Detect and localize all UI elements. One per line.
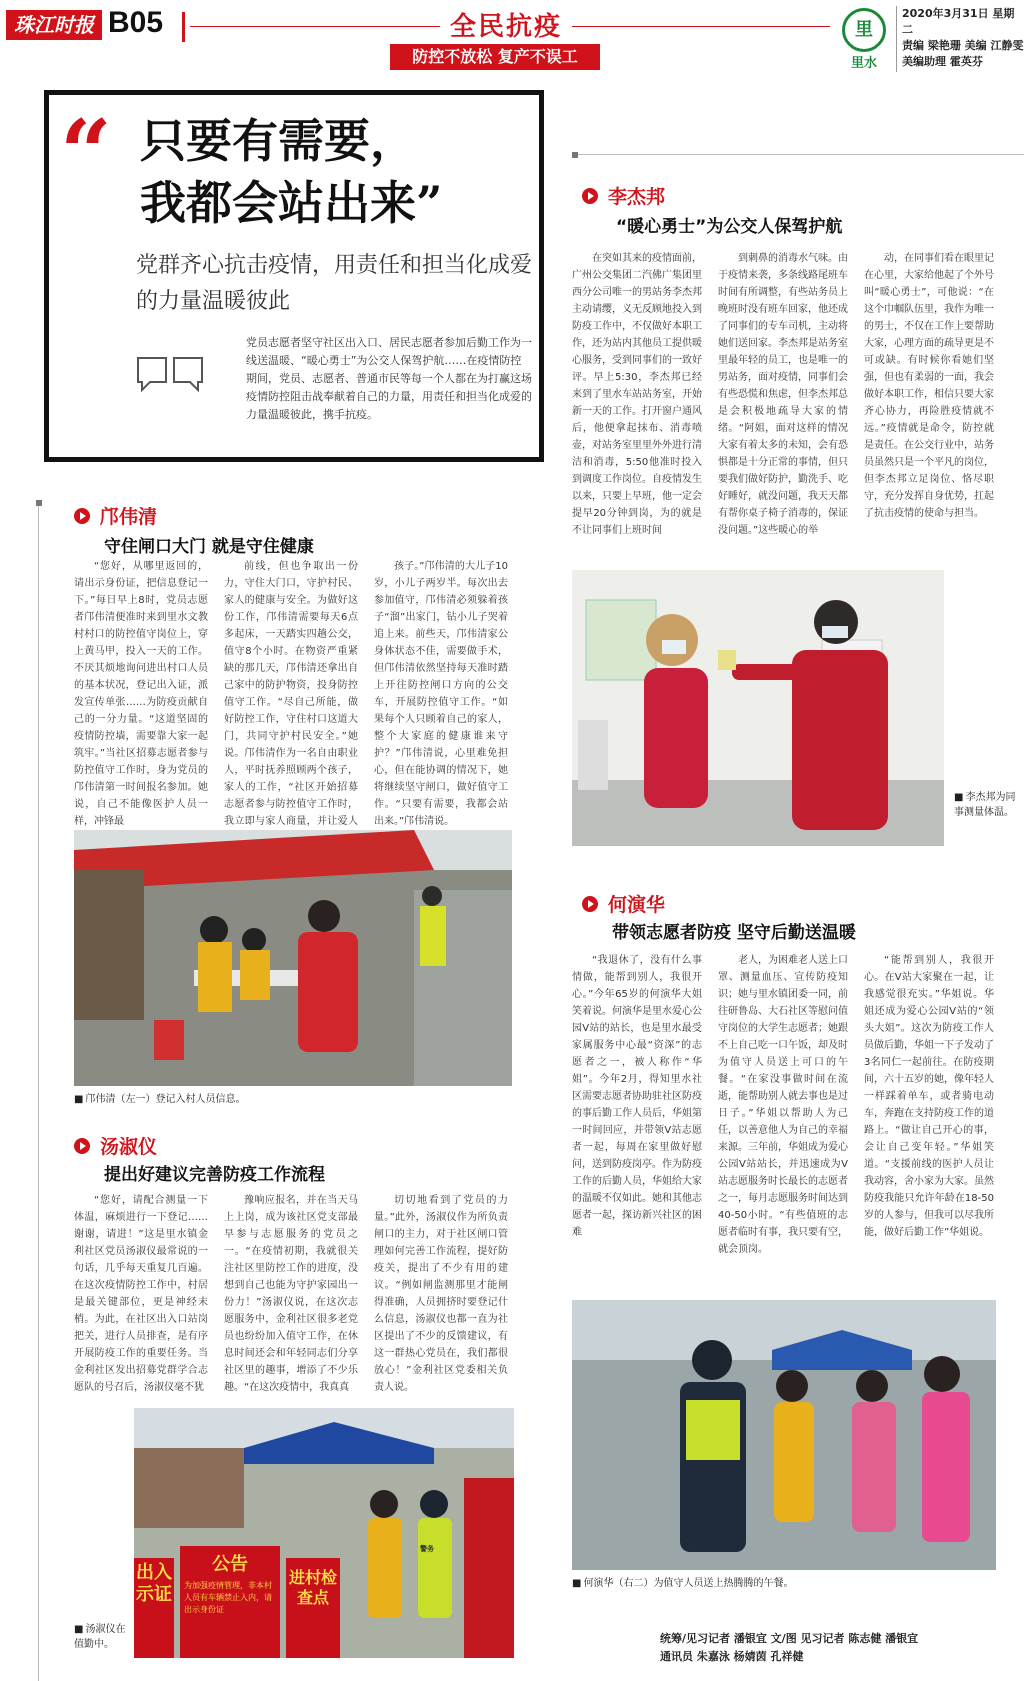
divider-line [578, 154, 1024, 155]
photo-checkpoint [134, 1408, 514, 1658]
section-name: 李杰邦 [608, 186, 666, 208]
section-bullet-icon [74, 508, 90, 524]
page-number: B05 [108, 6, 164, 39]
photo-registration [74, 830, 512, 1086]
speech-bubbles-icon [136, 354, 206, 398]
checkpoint-sign: 进村检查点 [286, 1558, 340, 1658]
section-bullet-icon [74, 1138, 90, 1154]
article-column: 豫响应报名，并在当天马上上岗，成为该社区党支部最早参与志愿服务的党员之一。“在疫情初期，我就很关注社区里防控工作的进度，没想到自己也能为守护家园出一份力！”汤淑仪说，在这次志愿服务中，金利社区很多老党员也纷纷加入值守工作，在休息时间还会和年轻同志们分享社区里的趣事，增添了不少乐趣。“在这次疫情中，我真真 [224, 1195, 358, 1393]
corner-marker [572, 152, 578, 158]
article-column: 在突如其来的疫情面前，广州公交集团二汽佛广集团里西分公司唯一的男站务李杰邦主动请缨，义无反顾地投入到防疫工作中，不仅做好本职工作，还为站内其他员工提供暖心服务，受到同事们的一致好评。早上5:30，李杰邦已经来到了里水车站站务室，开始新一天的工作。打开窗户通风后，他便拿起抹布、消毒喷壶，对站务室里里外外进行清洁和消毒，5:50他准时投入到调度工作岗位。自疫情发生以来，只要上早班，他一定会提早20分钟到岗，为的就是不让同事们上班时间 [572, 253, 702, 536]
photo-caption: ■ 邝伟清（左一）登记入村人员信息。 [74, 1092, 374, 1107]
photo-illustration [572, 570, 944, 846]
section-headline: 提出好建议完善防疫工作流程 [104, 1165, 325, 1185]
section-bullet-icon [582, 896, 598, 912]
section-headline: 带领志愿者防疫 坚守后勤送温暖 [612, 923, 856, 943]
masthead-divider [182, 12, 185, 42]
divider-line [38, 506, 39, 1681]
feature-title-line-2: 我都会站出来” [140, 176, 443, 230]
photo-caption: ■ 汤淑仪在值勤中。 [74, 1622, 130, 1652]
article-column: 动，在同事们看在眼里记在心里，大家给他起了个外号叫“暖心勇士”，可他说：“在这个巾帼队伍里，我作为唯一的男士，不仅在工作上要帮助大家，心理方面的疏导更是不可或缺。有时候你看她们坚强，但也有柔弱的一面，我会做好本职工作，相信只要大家齐心协力，再险胜疫情就不远。”疫情就是命令，防控就是责任。在公交行业中，站务员虽然只是一个平凡的岗位，但李杰邦立足岗位、恪尽职守，充分发挥自身优势，扛起了抗击疫情的使命与担当。 [864, 253, 994, 519]
section-name: 邝伟清 [100, 506, 158, 528]
article-column: 孩子。”邝伟清的大儿子10岁，小儿子两岁半。每次出去参加值守，邝伟清必须躲着孩子“溜”出家门，钻小儿子哭着追上来。前些天，邝伟清家公身体状态不佳，需要做手术，但邝伟清依然坚持每天准时踏上开往防控闸口方向的公交车，开展防控值守工作。“如果每个人只顾着自己的家人，整个大家庭的健康谁来守护？”邝伟清说，心里难免担心，但在能协调的情况下，她将继续坚守闸口，做好值守工作。“只要有需要，我都会站出来。”邝伟清说。 [374, 561, 508, 827]
notice-board [180, 1546, 280, 1658]
photo-lunch-delivery [572, 1300, 996, 1570]
article-credits [660, 1630, 1020, 1666]
section-name: 何演华 [608, 894, 666, 916]
credits-line-1: 统筹/见习记者 潘银宜 文/图 见习记者 陈志健 潘银宜 [660, 1632, 919, 1645]
photo-caption: ■ 李杰邦为同事测量体温。 [954, 790, 1018, 820]
photo-caption: ■ 何演华（右二）为值守人员送上热腾腾的午餐。 [572, 1576, 972, 1591]
notice-body: 为加强疫情管理，非本村人员有车辆禁止入内，请出示身份证 [184, 1581, 272, 1614]
newspaper-logo: 珠江时报 [6, 10, 102, 40]
feature-intro: 党员志愿者坚守社区出入口、居民志愿者参加后勤工作为一线送温暖、“暖心勇士”为公交人保驾护航……在疫情防控期间，党员、志愿者、普通市民等每一个人都在为打赢这场疫情防控阻击战奉献着自己的力量，用责任和担当化成爱的力量温暖彼此，携手抗疫。 [246, 336, 532, 421]
quote-mark-icon: “ [60, 100, 112, 206]
district-logo-icon: 里 [842, 8, 886, 52]
photo-illustration [74, 830, 512, 1086]
article-column: 到刺鼻的消毒水气味。由于疫情来袭，多条线路尾班车时间有所调整，有些站务员上晚班时没有班车回家，他还成了同事们的专车司机，主动将她们送回家。李杰邦是站务室里最年轻的员工，也是唯一的男站务，面对疫情，同事们会有些恐慌和焦虑，但李杰邦总是会积极地疏导大家的情绪。“阿姐，面对这样的情况大家有着太多的未知，会有恐惧都是十分正常的事情，但只要我们做好防护，勤洗手、吃好睡好，就没问题，我天天都有帮你桌子椅子消毒的，保证没问题。”这些暖心的举 [718, 253, 848, 536]
article-column: “我退休了，没有什么事情做，能帮到别人，我很开心。”今年65岁的何演华大姐笑着说。何演华是里水爱心公园V站的站长，也是里水最受家属服务中心最“资深”的志愿者之一，被人称作“华姐”。今年2月，得知里水社区需要志愿者协助驻社区防疫的事后勤工作人员后，华姐第一时间回应，并带领V站志愿者一起，每周在家里做好慰问，送到防疫岗亭。作为防疫工作的后勤人员，华姐给大家的温暖不仅如此。她和其他志愿者一起，探访新兴社区的困难 [572, 955, 702, 1238]
credits-line-2: 通讯员 朱嘉泳 杨婧茵 孔祥健 [660, 1650, 804, 1663]
feature-title [140, 110, 540, 234]
column-slogan: 防控不放松 复产不误工 [390, 44, 600, 70]
article-column: “能帮到别人，我很开心。在V站大家聚在一起，让我感觉很充实。”华姐说。华姐还成为爱心公园V站的“领头大姐”。这次为防疫工作人员做后勤，华姐一下子发动了3名同仁一起前往。在防疫期间，六十五岁的她，像年轻人一样踩着单车，或者骑电动车，奔跑在支持防疫工作的道路上。“做让自己开心的事，会让自己变年轻。”华姐笑道。“支援前线的医护人员让我动容，舍小家为大家。虽然防疫我能只允许年龄在18-50岁的人参与，但我可以尽我所能，做好后勤工作”华姐说。 [864, 955, 994, 1238]
section-headline: “暖心勇士”为公交人保驾护航 [616, 217, 843, 237]
issue-meta [902, 6, 1024, 70]
notice-title: 公告 [212, 1554, 248, 1575]
meta-divider [896, 6, 897, 72]
article-column: “您好，从哪里返回的，请出示身份证，把信息登记一下。”每日早上8时，党员志愿者邝伟清便准时来到里水文教村村口的防控值守岗位上，穿上黄马甲，投入一天的工作。不厌其烦地询问进出村口人员的基本状况，登记出入证，派发宣传单张……为防疫贡献自己的一分力量。“这道坚固的疫情防控墙，需要靠大家一起筑牢。”当社区招募志愿者参与防控值守工作时，身为党员的邝伟清第一时间报名参加。她说，自己不能像医护人员一样，冲锋最 [74, 561, 208, 827]
photo-illustration [572, 1300, 996, 1570]
section-name: 汤淑仪 [100, 1136, 158, 1158]
article-column: 老人，为困难老人送上口罩、测量血压、宣传防疫知识；她与里水镇团委一同，前往研鲁岛、大石社区等慰问值守岗位的大学生志愿者；她跟不上自己吃一口午饭，却及时为值守人员送上可口的午餐。“在家没事做时间在流逝，能帮助别人就去事也是过日子。”华姐以帮助人为己任，以善意他人为自己的幸福来源。三年前，华姐成为爱心公园V站站长，并迅速成为V站志愿服务时长最长的志愿者之一，每月志愿服务时间达到40-50小时。“有些值班的志愿者临时有事，我只要有空，就会顶岗。 [718, 955, 848, 1255]
district-logo-text: 里水 [850, 56, 877, 71]
article-column: “您好，请配合测量一下体温，麻烦进行一下登记……谢谢，请进！”这是里水镇金利社区党员汤淑仪最常说的一句话，几乎每天重复几百遍。在这次疫情防控工作中，村居是最关键部位，更是神经末梢。为此，在社区出入口站岗把关，进行人员排查，是有序开展防疫工作的重要任务。当金利社区发出招募党群学合志愿队的号召后，汤淑仪毫不犹 [74, 1195, 208, 1393]
feature-subtitle: 党群齐心抗击疫情，用责任和担当化成爱的力量温暖彼此 [136, 253, 533, 314]
article-column: 切切地看到了党员的力量。”此外，汤淑仪作为所负责闸口的主力，对于社区闸口管理如何完善工作流程，提好防疫关，提出了不少有用的建议。“例如闸监测那里才能闸得准确，人员拥挤时要登记什么信息，汤淑仪也都一直为社区提出了不少的反馈建议，有这一群热心党员在，我们都很放心！”金利社区党委相关负责人说。 [374, 1195, 508, 1393]
editors-line-1: 责编 梁艳珊 美编 江静雯 [902, 39, 1024, 52]
issue-date: 2020年3月31日 星期二 [902, 7, 1015, 36]
column-title: 全民抗疫 [440, 6, 572, 43]
exit-sign: 出入示证 [134, 1558, 174, 1658]
editors-line-2: 美编助理 霍英芬 [902, 55, 983, 68]
article-column: 前线，但也争取出一份力，守住大门口，守护村民、家人的健康与安全。为做好这份工作，邝伟清需要每天6点多起床，一天踏实四趟公交，值守8个小时。在物资严重紧缺的那几天，邝伟清还拿出自己家中的防护物资，投身防控值守工作。“尽自己所能，做好防控工作，守住村口这道大门，共同守护村民安全。”她说。邝伟清作为一名自由职业人，平时抚养照顾两个孩子，家人的工作，“社区开始招募志愿者参与防控值守工作时，我立即与家人商量，并让爱人 [224, 561, 358, 827]
photo-temperature-check [572, 570, 944, 846]
vest-label: 警务 [420, 1545, 434, 1553]
section-bullet-icon [582, 188, 598, 204]
corner-marker [36, 500, 42, 506]
section-headline: 守住闸口大门 就是守住健康 [104, 537, 314, 557]
feature-title-line-1: 只要有需要， [140, 114, 416, 168]
